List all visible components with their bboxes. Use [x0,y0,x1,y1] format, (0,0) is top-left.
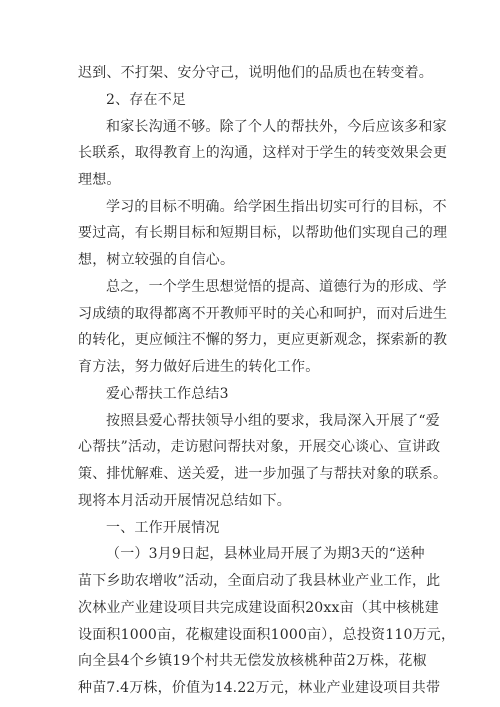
section-heading: 一、工作开展情况 [106,520,220,536]
text-line: 想，树立较强的自信心。 [78,252,235,268]
text-line: 策、排忧解难、送关爱，进一步加强了与帮扶对象的联系。 [78,466,448,482]
text-line: 种苗7.4万株，价值为14.22万元，林业产业建设项目共带 [78,680,441,696]
text-line: 设面积1000亩，花椒建设面积1000亩），总投资110万元， [78,627,456,643]
text-line: 的转化，更应倾注不懈的努力，更应更新观念，探索新的教 [78,332,448,348]
text-line: 苗下乡助农增收”活动，全面启动了我县林业产业工作，此 [78,573,441,589]
text-line: 习成绩的取得都离不开教师平时的关心和呵护，而对后进生 [78,306,448,322]
text-line: 现将本月活动开展情况总结如下。 [78,493,291,509]
text-line: 理想。 [78,172,121,188]
text-line: 次林业产业建设项目共完成建设面积20xx亩（其中核桃建 [78,600,440,616]
text-line: （一）3月9日起，县林业局开展了为期3天的“送种 [106,546,425,562]
text-line: 按照县爱心帮扶领导小组的要求，我局深入开展了“爱 [106,413,440,429]
text-line: 向全县4个乡镇19个村共无偿发放核桃种苗2万株，花椒 [78,653,427,669]
text-line: 总之，一个学生思想觉悟的提高、道德行为的形成、学 [106,279,447,295]
section-heading: 2、存在不足 [106,92,187,108]
text-line: 心帮扶”活动，走访慰问帮扶对象，开展交心谈心、宣讲政 [78,439,441,455]
text-line: 和家长沟通不够。除了个人的帮扶外，今后应该多和家 [106,119,447,135]
section-heading: 爱心帮扶工作总结3 [106,386,229,402]
text-line: 要过高，有长期目标和短期目标，以帮助他们实现自己的理 [78,225,448,241]
text-line: 育方法，努力做好后进生的转化工作。 [78,359,320,375]
text-line: 长联系，取得教育上的沟通，这样对于学生的转变效果会更 [78,145,448,161]
text-line: 学习的目标不明确。给学困生指出切实可行的目标，不 [106,199,447,215]
text-line: 迟到、不打架、安分守己，说明他们的品质也在转变着。 [78,65,433,81]
